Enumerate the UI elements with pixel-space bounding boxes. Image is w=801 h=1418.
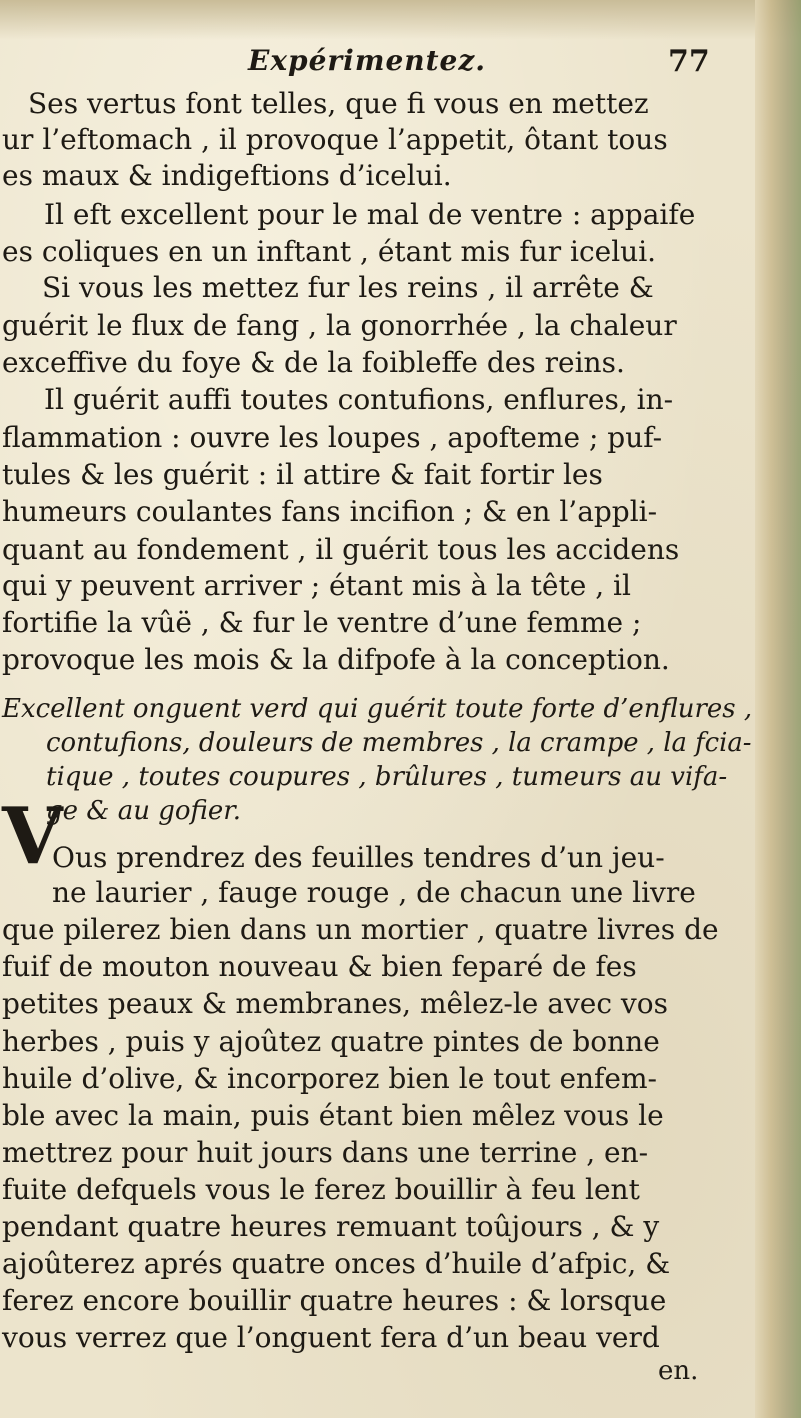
text-line: guérit le flux de fang , la gonorrhée , la chaleur [2, 309, 677, 342]
drop-cap: V [2, 791, 63, 882]
text-line: herbes , puis y ajoûtez quatre pintes de bonne [2, 1025, 660, 1058]
top-page-shadow [0, 0, 801, 40]
text-line: humeurs coulantes fans incifion ; & en l’appli- [2, 495, 658, 528]
catchword: en. [658, 1356, 699, 1386]
text-line: qui y peuvent arriver ; étant mis à la tête , il [2, 569, 631, 602]
text-line: tules & les guérit : il attire & fait fortir les [2, 458, 603, 491]
page-header [0, 40, 760, 86]
heading-line: ge & au gofier. [46, 796, 242, 826]
text-line: pendant quatre heures remuant toûjours , & y [2, 1210, 660, 1243]
page-number: 77 [668, 44, 710, 79]
text-line: vous verrez que l’onguent fera d’un beau verd [2, 1321, 660, 1354]
text-line: ble avec la main, puis étant bien mêlez vous le [2, 1099, 664, 1132]
heading-line: contufions, douleurs de membres , la crampe , la fcia- [46, 728, 752, 758]
text-line: ajoûterez aprés quatre onces d’huile d’afpic, & [2, 1247, 671, 1280]
text-line: Si vous les mettez fur les reins , il arrête & [42, 271, 654, 304]
page-edge [755, 0, 801, 1418]
text-line: fuite defquels vous le ferez bouillir à feu lent [2, 1173, 640, 1206]
text-line: ferez encore bouillir quatre heures : & lorsque [2, 1284, 667, 1317]
text-line: Ses vertus font telles, que fi vous en mettez [28, 87, 649, 120]
text-line: ur l’eftomach , il provoque l’appetit, ôtant tous [2, 123, 668, 156]
running-head: Expérimentez. [248, 44, 487, 77]
text-line: Il eft excellent pour le mal de ventre : appaife [44, 198, 696, 231]
heading-line: tique , toutes coupures , brûlures , tumeurs au vifa- [46, 762, 728, 792]
text-line: fuif de mouton nouveau & bien feparé de fes [2, 950, 637, 983]
text-line: flammation : ouvre les loupes , apofteme ; puf- [2, 421, 663, 454]
text-line: ne laurier , fauge rouge , de chacun une livre [52, 876, 696, 909]
text-line: Ous prendrez des feuilles tendres d’un jeu- [52, 841, 665, 874]
text-line: Il guérit auffi toutes contufions, enflures, in- [44, 383, 674, 416]
text-line: es coliques en un inftant , étant mis fur icelui. [2, 235, 657, 268]
text-line: provoque les mois & la difpofe à la conception. [2, 643, 670, 676]
text-line: mettrez pour huit jours dans une terrine , en- [2, 1136, 649, 1169]
text-line: que pilerez bien dans un mortier , quatre livres de [2, 913, 719, 946]
text-line: fortifie la vûë , & fur le ventre d’une femme ; [2, 606, 642, 639]
text-line: exceffive du foye & de la foibleffe des reins. [2, 346, 625, 379]
text-line: petites peaux & membranes, mêlez-le avec vos [2, 987, 668, 1020]
heading-line: Excellent onguent verd qui guérit toute forte d’enflures , [2, 694, 753, 724]
text-line: es maux & indigeftions d’icelui. [2, 159, 452, 192]
text-line: huile d’olive, & incorporez bien le tout enfem- [2, 1062, 658, 1095]
text-line: quant au fondement , il guérit tous les accidens [2, 533, 680, 566]
